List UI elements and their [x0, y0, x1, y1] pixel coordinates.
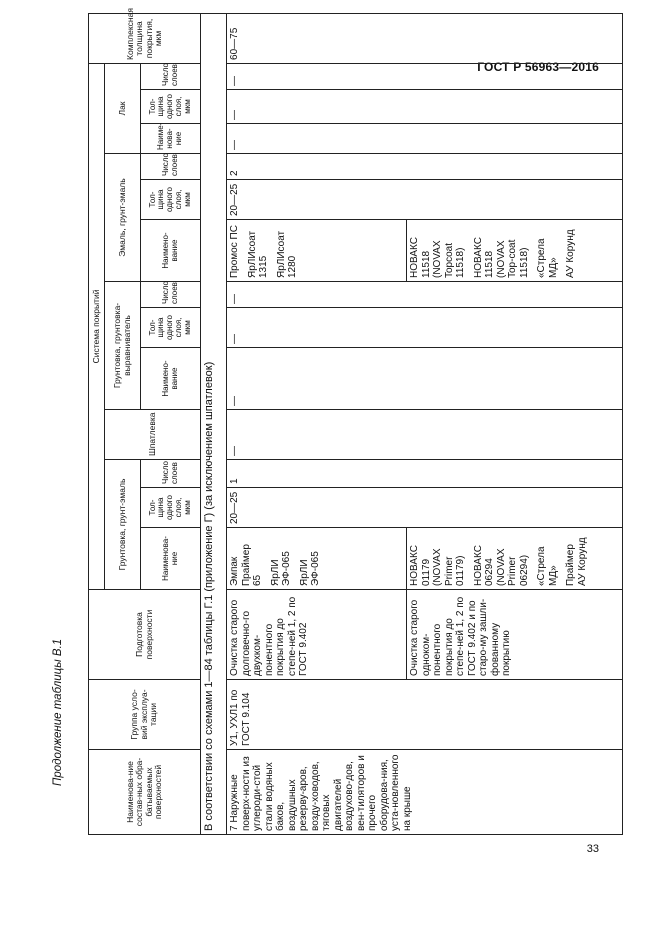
cell-varnish-name: —	[227, 124, 623, 154]
cell-enamel-layers: 2	[227, 154, 623, 180]
header-enamel-thickness: Тол-щина одного слоя, мкм	[141, 180, 201, 220]
cell-putty: —	[227, 410, 623, 460]
header-surface-prep: Подготовка поверхности	[89, 590, 201, 680]
primer-item: «Стрела МД»	[536, 546, 559, 586]
header-varnish-name: Наиме-нова-ние	[141, 124, 201, 154]
header-varnish-group: Лак	[105, 63, 141, 153]
enamel-item: ЯрЛИсоат 1315	[246, 230, 269, 278]
header-enamel-group: Эмаль, грунт-эмаль	[105, 154, 141, 282]
page-number: 33	[586, 843, 599, 855]
cell-primer-name	[227, 528, 407, 590]
primer-item: ЯрЛИ ЭФ-065	[298, 551, 321, 586]
header-varnish-layers: Число слоев	[141, 63, 201, 89]
header-leveling-thickness: Тол-щина одного слоя, мкм	[141, 308, 201, 348]
cell-total-thickness: 60—75	[227, 13, 623, 63]
primer-item: ЯрЛИ ЭФ-065	[269, 551, 292, 586]
cell-leveling-thickness: —	[227, 308, 623, 348]
cell-surface: 7 Наружные поверх-ности из углероди-стой стали водяных баков, воздушных резерву-аров, возду-ховодов, тяговых двигателей воздухово-дов, вен-тиляторов и прочего оборудова-ния, уста-новленного на крыше	[227, 750, 623, 835]
header-coating-system: Система покрытий	[89, 63, 105, 589]
cell-varnish-thickness: —	[227, 90, 623, 124]
coating-system-table	[88, 8, 623, 835]
cell-exploitation-group: У1, УХЛ1 по ГОСТ 9.104	[227, 680, 623, 750]
table-caption: Продолжение таблицы В.1	[52, 638, 64, 786]
cell-enamel-name-2	[407, 220, 623, 282]
header-leveling-name: Наимено-вание	[141, 348, 201, 410]
cell-leveling-name: —	[227, 348, 623, 410]
header-exploitation-group: Группа усло-вий эксплуа-тации	[89, 680, 201, 750]
cell-enamel-thickness: 20—25	[227, 180, 623, 220]
cell-primer-name-2	[407, 528, 623, 590]
cell-varnish-layers: —	[227, 63, 623, 89]
cell-primer-layers: 1	[227, 460, 623, 488]
header-putty: Шпатлевка	[105, 410, 201, 460]
header-enamel-name: Наимено-вание	[141, 220, 201, 282]
enamel-item: «Стрела МД»	[536, 238, 559, 278]
header-varnish-thickness: Тол-щина одного слоя, мкм	[141, 90, 201, 124]
enamel-item: НОВАКС 11518 (NOVAX Topcoat 11518)	[409, 237, 466, 278]
cell-surface-prep-1: Очистка старого долговечно-го двухком-понентного покрытия до степе-ней 1, 2 по ГОСТ 9.402	[227, 590, 407, 680]
cell-enamel-name	[227, 220, 407, 282]
header-primer-thickness: Тол-щина одного слоя, мкм	[141, 488, 201, 528]
note-row-text: В соответствии со схемами 1—84 таблицы Г.1 (приложение Г) (за исключением шпатлевок)	[201, 13, 227, 834]
header-surface-name: Наименова-ние состав-ных обра-батываемых поверхностей	[89, 750, 201, 835]
header-leveling-group: Грунтовка, грунтовка-выравниватель	[105, 282, 141, 410]
enamel-item: Промос ПС	[229, 225, 240, 278]
primer-item: Праймер АУ Корунд	[565, 537, 588, 586]
enamel-item: АУ Корунд	[565, 229, 576, 278]
primer-item: НОВАКС 06294 (NOVAX Primer 06294)	[472, 545, 530, 586]
primer-item: НОВАКС 01179 (NOVAX Primer 01179)	[409, 545, 466, 586]
enamel-item: ЯрЛИсоат 1280	[275, 230, 298, 278]
standard-number: ГОСТ Р 56963—2016	[477, 60, 599, 74]
header-primer-layers: Число слоев	[141, 460, 201, 488]
cell-primer-thickness: 20—25	[227, 488, 623, 528]
header-enamel-layers: Число слоев	[141, 154, 201, 180]
header-total-thickness: Комплексная толщина покрытия, мкм	[89, 13, 201, 63]
header-primer-group: Грунтовка, грунт-эмаль	[105, 460, 141, 590]
primer-item: Эмпак Праймер 65	[229, 544, 263, 586]
header-leveling-layers: Число слоев	[141, 282, 201, 308]
header-primer-name: Наименова-ние	[141, 528, 201, 590]
cell-leveling-layers: —	[227, 282, 623, 308]
enamel-item: НОВАКС 11518 (NOVAX Top-coat 11518)	[472, 237, 530, 278]
cell-surface-prep-2: Очистка старого одноком-понентного покрытия до степе-ней 1, 2 по ГОСТ 9.402 и по старо-му зашли-фованному покрытию	[407, 590, 623, 680]
